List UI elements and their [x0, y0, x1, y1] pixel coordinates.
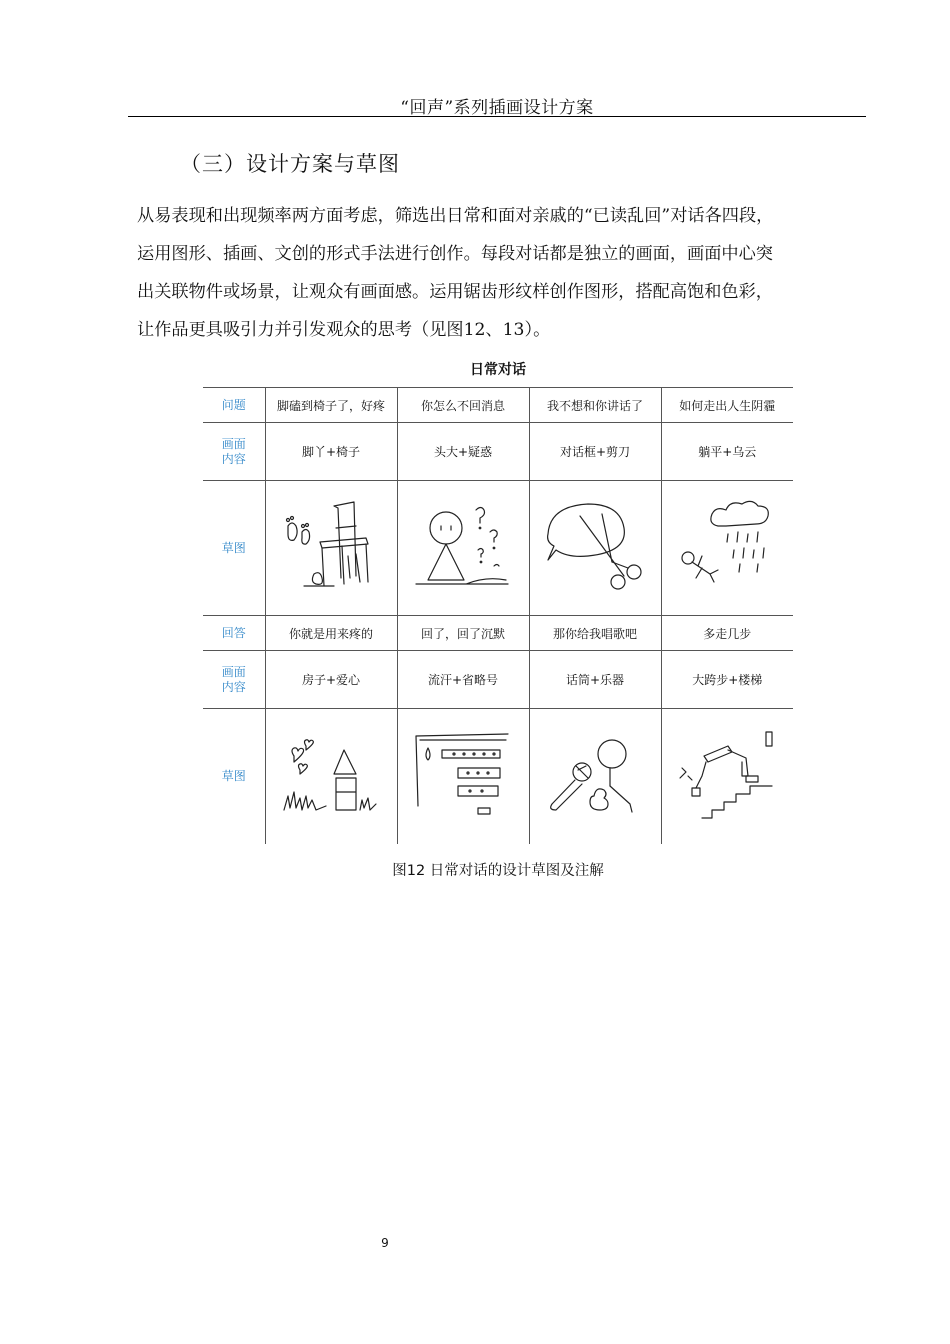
content-cell: 躺平+乌云 [661, 423, 793, 481]
house-hearts-drawing [276, 726, 386, 826]
answer-cell: 你就是用来疼的 [265, 616, 397, 651]
content-cell: 房子+爱心 [265, 651, 397, 709]
content-cell: 脚丫+椅子 [265, 423, 397, 481]
paragraph-line: 运用图形、插画、文创的形式手法进行创作。每段对话都是独立的画面，画面中心突 [137, 244, 773, 264]
question-cell: 如何走出人生阴霾 [661, 388, 793, 423]
dialogue-sketch-table [203, 387, 793, 844]
rain-cloud-drawing [672, 498, 782, 598]
question-content-row [203, 423, 793, 481]
question-sketch-row [203, 481, 793, 616]
microphone-drawing [540, 726, 650, 826]
running-header: “回声”系列插画设计方案 [400, 98, 594, 118]
content-cell: 对话框+剪刀 [529, 423, 661, 481]
question-cell: 脚磕到椅子了，好疼 [265, 388, 397, 423]
sweat-ellipsis-sketch [397, 709, 529, 844]
content-cell: 流汗+省略号 [397, 651, 529, 709]
stairs-drawing [672, 726, 782, 826]
speech-bubble-scissors-sketch [529, 481, 661, 616]
figure-title: 日常对话 [470, 362, 526, 378]
answer-row [203, 616, 793, 651]
label-text: 画面内容 [221, 664, 246, 694]
content-cell: 话筒+乐器 [529, 651, 661, 709]
row-label-sketch: 草图 [221, 768, 246, 783]
header-rule [128, 116, 866, 117]
answer-cell: 多走几步 [661, 616, 793, 651]
figure-caption: 图12 日常对话的设计草图及注解 [392, 863, 604, 879]
feet-and-chair-sketch [265, 481, 397, 616]
big-head-drawing [408, 498, 518, 598]
paragraph-line: 出关联物件或场景，让观众有画面感。运用锯齿形纹样创作图形，搭配高饱和色彩， [137, 282, 773, 302]
question-cell: 你怎么不回消息 [397, 388, 529, 423]
feet-chair-drawing [276, 498, 386, 598]
speech-bubble-drawing [540, 498, 650, 598]
content-cell: 头大+疑惑 [397, 423, 529, 481]
house-hearts-grass-sketch [265, 709, 397, 844]
microphone-instrument-sketch [529, 709, 661, 844]
big-head-question-marks-sketch [397, 481, 529, 616]
answer-content-row [203, 651, 793, 709]
question-cell: 我不想和你讲话了 [529, 388, 661, 423]
big-step-stairs-sketch [661, 709, 793, 844]
row-label-sketch: 草图 [221, 540, 246, 555]
paragraph-line: 让作品更具吸引力并引发观众的思考（见图12、13）。 [137, 320, 551, 340]
content-cell: 大跨步+楼梯 [661, 651, 793, 709]
row-label-answer: 回答 [221, 625, 246, 640]
section-title: （三）设计方案与草图 [180, 152, 400, 176]
answer-cell: 那你给我唱歌吧 [529, 616, 661, 651]
lying-person-rain-cloud-sketch [661, 481, 793, 616]
sweat-ellipsis-drawing [408, 726, 518, 826]
page-number: 9 [381, 1236, 389, 1250]
row-label-question: 问题 [221, 397, 246, 412]
row-label-content [203, 423, 265, 481]
row-label-content [203, 651, 265, 709]
question-row [203, 388, 793, 423]
body-paragraph [137, 197, 857, 349]
answer-cell: 回了，回了沉默 [397, 616, 529, 651]
paragraph-line: 从易表现和出现频率两方面考虑，筛选出日常和面对亲戚的“已读乱回”对话各四段， [137, 206, 774, 226]
label-text: 画面内容 [221, 436, 246, 466]
answer-sketch-row [203, 709, 793, 844]
